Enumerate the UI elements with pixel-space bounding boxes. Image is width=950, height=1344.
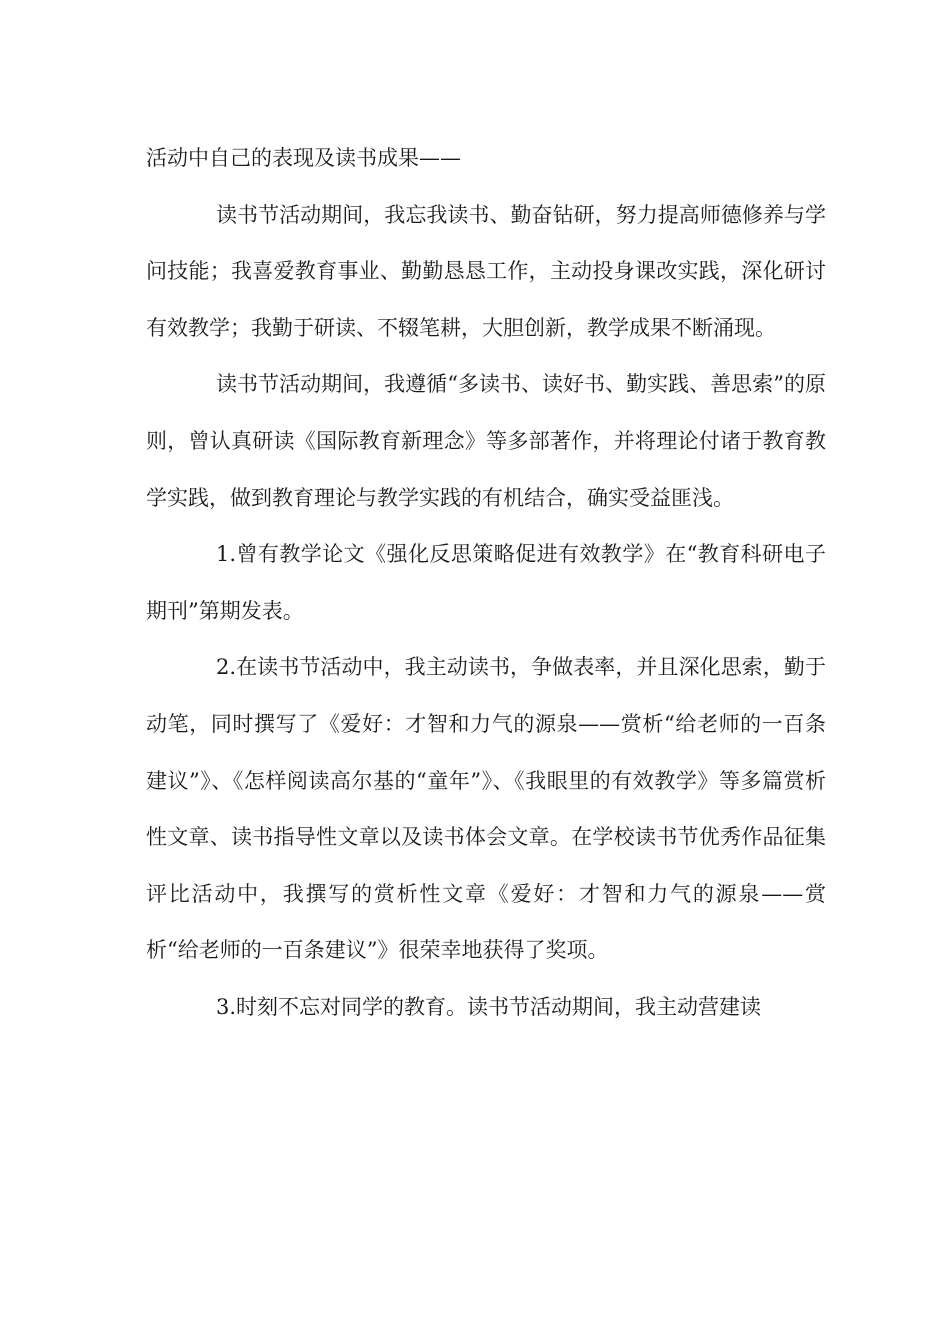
document-body xyxy=(146,130,826,1036)
paragraph-heading: 活动中自己的表现及读书成果—— xyxy=(146,146,461,170)
paragraph-4: 2.在读书节活动中，我主动读书，争做表率，并且深化思索，勤于动笔，同时撰写了《爱好：才智和力气的源泉——赏析“给老师的一百条建议”》、《怎样阅读高尔基的“童年”》、《我眼里的有效教学》等多篇赏析性文章、读书指导性文章以及读书体会文章。在学校读书节优秀作品征集评比活动中，我撰写的赏析性文章《爱好：才智和力气的源泉——赏析“给老师的一百条建议”》很荣幸地获得了奖项。 xyxy=(146,655,826,963)
paragraph-3: 1.曾有教学论文《强化反思策略促进有效教学》在“教育科研电子期刊”第期发表。 xyxy=(146,542,826,623)
paragraph-1: 读书节活动期间，我忘我读书、勤奋钻研，努力提高师德修养与学问技能；我喜爱教育事业、勤勤恳恳工作，主动投身课改实践，深化研讨有效教学；我勤于研读、不辍笔耕，大胆创新，教学成果不断涌现。 xyxy=(146,202,826,340)
paragraph-5: 3.时刻不忘对同学的教育。读书节活动期间，我主动营建读 xyxy=(216,994,762,1019)
paragraph-2: 读书节活动期间，我遵循“多读书、读好书、勤实践、善思索”的原则，曾认真研读《国际教育新理念》等多部著作，并将理论付诸于教育教学实践，做到教育理论与教学实践的有机结合，确实受益匪浅。 xyxy=(146,372,826,510)
